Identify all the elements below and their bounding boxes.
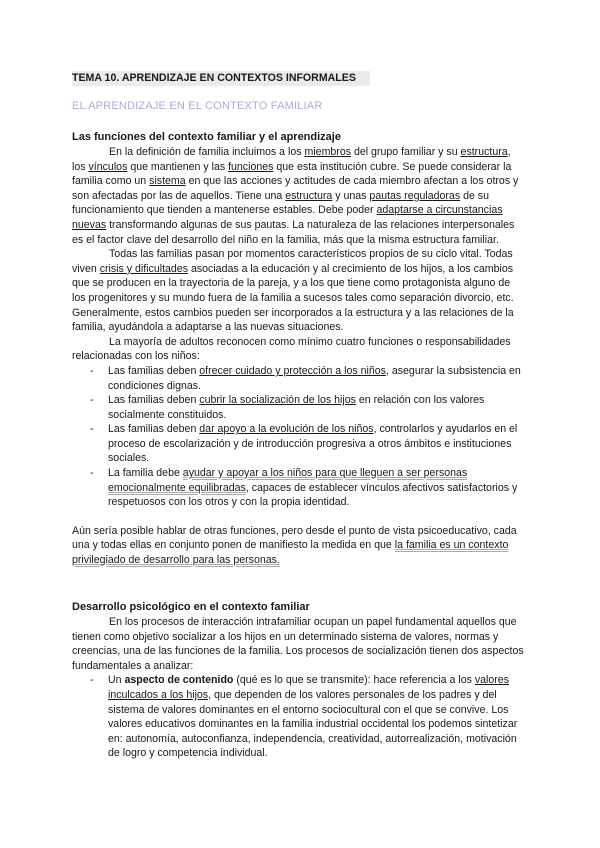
list-item: - Un aspecto de contenido (qué es lo que se transmite): hace referencia a los valores inculcados a los hijos, que dependen de los valores personales de los padres y del sistema de valores dominantes en el entorno sociocultural con el que se convive. Los valores educativos dominantes en la familia industrial occidental los podemos sintetizar en: autonomía, autoconfianza, independencia, creatividad, autorrealización, motivación de logro y competencia individual.	[72, 673, 524, 761]
section-subtitle: EL APRENDIZAJE EN EL CONTEXTO FAMILIAR	[72, 100, 323, 112]
paragraph: Todas las familias pasan por momentos característicos propios de su ciclo vital. Todas viven crisis y dificultades asociadas a la educación y al crecimiento de los hijos, a los cambios que se producen en la trayectoria de la pareja, y a los que tiene como protagonista alguno de los progenitores y su mundo fuera de la familia a sucesos tales como separación divorcio, etc. Generalmente, estos cambios pueden ser incorporados a la estructura y a las relaciones de la familia, ayudándola a adaptarse a las nuevas situaciones.	[72, 248, 514, 334]
section-heading-development: Desarrollo psicológico en el contexto familiar	[72, 601, 310, 613]
paragraph: Aún sería posible hablar de otras funciones, pero desde el punto de vista psicoeducativo, cada una y todas ellas en conjunto ponen de manifiesto la medida en que la familia es un contexto privilegiado de desarrollo para las personas.	[72, 524, 517, 567]
list-item: - Las familias deben cubrir la socialización de los hijos en relación con los valores socialmente constituidos.	[72, 393, 524, 422]
paragraph: La mayoría de adultos reconocen como mínimo cuatro funciones o responsabilidades relacionadas con los niños:	[72, 335, 511, 363]
paragraph: En la definición de familia incluimos a los miembros del grupo familiar y su estructura, los vínculos que mantienen y las funciones que esta institución cubre. Se puede considerar la familia como un sistema en que las acciones y actitudes de cada miembro afectan a los otros y son afectadas por las de aquellos. Tiene una estructura y unas pautas reguladoras de su funcionamiento que tienden a mantenerse estables. Debe poder adaptarse a circunstancias nuevas transformando algunas de sus pautas. La naturaleza de las relaciones interpersonales es el factor clave del desarrollo del niño en la familia, más que la misma estructura familiar.	[72, 146, 519, 246]
section-heading-functions: Las funciones del contexto familiar y el aprendizaje	[72, 131, 341, 143]
document-title: TEMA 10. APRENDIZAJE EN CONTEXTOS INFORMALES	[72, 71, 370, 86]
section-development-body	[72, 615, 524, 761]
list-item: - La familia debe ayudar y apoyar a los niños para que lleguen a ser personas emocionalmente equilibradas, capaces de establecer vínculos afectivos satisfactorios y respetuosos con los otros y con la propia identidad.	[72, 466, 524, 510]
paragraph: En los procesos de interacción intrafamiliar ocupan un papel fundamental aquellos que tienen como objetivo socializar a los hijos en un determinado sistema de valores, normas y creencias, una de las funciones de la familia. Los procesos de socialización tienen dos aspectos fundamentales a analizar:	[72, 616, 524, 672]
section-functions-body	[72, 145, 524, 568]
list-item: - Las familias deben ofrecer cuidado y protección a los niños, asegurar la subsistencia en condiciones dignas.	[72, 364, 524, 393]
list-item: - Las familias deben dar apoyo a la evolución de los niños, controlarlos y ayudarlos en el proceso de escolarización y de introducción progresiva a otros ámbitos e instituciones sociales.	[72, 422, 524, 466]
